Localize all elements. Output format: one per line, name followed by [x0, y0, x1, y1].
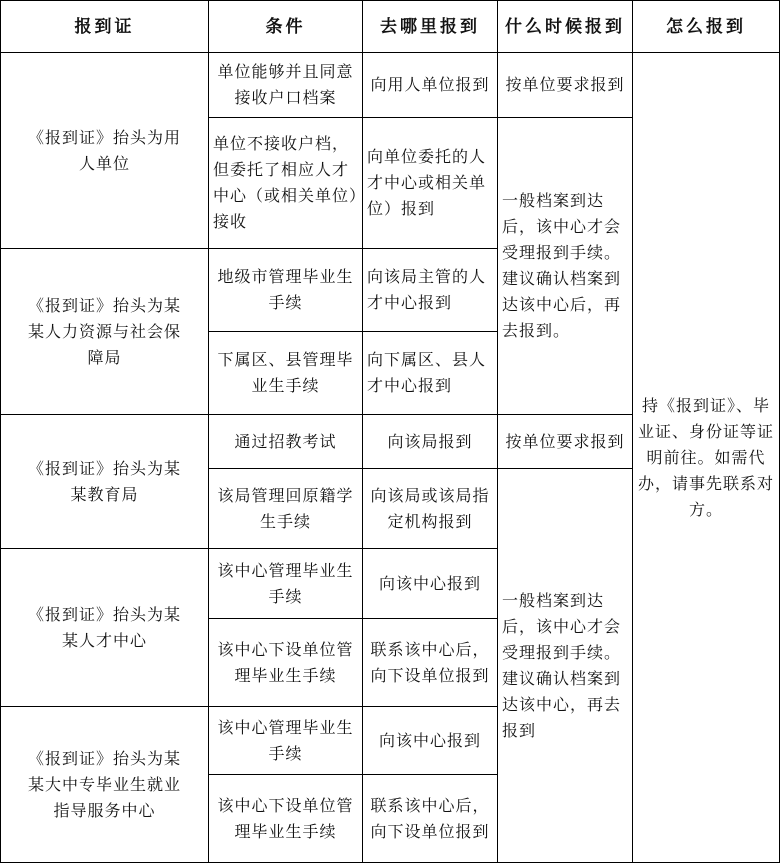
where-cell: 向该局或该局指定机构报到	[363, 469, 498, 549]
where-cell: 向该局主管的人才中心报到	[363, 249, 498, 332]
condition-cell: 单位不接收户档，但委托了相应人才中心（或相关单位）接收	[209, 118, 363, 249]
condition-cell: 该中心管理毕业生手续	[209, 549, 363, 619]
condition-cell: 该中心管理毕业生手续	[209, 707, 363, 775]
when-cell: 按单位要求报到	[498, 53, 633, 118]
holder-employment-guidance-center: 《报到证》抬头为某某大中专毕业生就业指导服务中心	[1, 707, 209, 863]
where-cell: 向该局报到	[363, 415, 498, 469]
when-cell-archive-b: 一般档案到达后，该中心才会受理报到手续。建议确认档案到达该中心，再去报到	[498, 469, 633, 863]
where-cell: 联系该中心后，向下设单位报到	[363, 619, 498, 707]
condition-cell: 下属区、县管理毕业生手续	[209, 332, 363, 415]
header-when: 什么时候报到	[498, 1, 633, 53]
condition-cell: 单位能够并且同意接收户口档案	[209, 53, 363, 118]
where-cell: 向该中心报到	[363, 707, 498, 775]
header-condition: 条件	[209, 1, 363, 53]
condition-cell: 地级市管理毕业生手续	[209, 249, 363, 332]
where-cell: 联系该中心后，向下设单位报到	[363, 775, 498, 863]
table-row	[1, 53, 780, 118]
where-cell: 向单位委托的人才中心或相关单位）报到	[363, 118, 498, 249]
where-cell: 向用人单位报到	[363, 53, 498, 118]
where-cell: 向该中心报到	[363, 549, 498, 619]
how-cell: 持《报到证》、毕业证、身份证等证明前往。如需代办，请事先联系对方。	[633, 53, 780, 863]
holder-employer: 《报到证》抬头为用人单位	[1, 53, 209, 249]
condition-cell: 通过招教考试	[209, 415, 363, 469]
condition-cell: 该中心下设单位管理毕业生手续	[209, 775, 363, 863]
where-cell: 向下属区、县人才中心报到	[363, 332, 498, 415]
holder-education-bureau: 《报到证》抬头为某某教育局	[1, 415, 209, 549]
header-how: 怎么报到	[633, 1, 780, 53]
holder-talent-center: 《报到证》抬头为某某人才中心	[1, 549, 209, 707]
holder-hr-bureau: 《报到证》抬头为某某人力资源与社会保障局	[1, 249, 209, 415]
condition-cell: 该局管理回原籍学生手续	[209, 469, 363, 549]
when-cell: 按单位要求报到	[498, 415, 633, 469]
header-where: 去哪里报到	[363, 1, 498, 53]
header-certificate: 报到证	[1, 1, 209, 53]
header-row	[1, 1, 780, 53]
condition-cell: 该中心下设单位管理毕业生手续	[209, 619, 363, 707]
when-cell-archive-a: 一般档案到达后，该中心才会受理报到手续。建议确认档案到达该中心后，再去报到。	[498, 118, 633, 415]
